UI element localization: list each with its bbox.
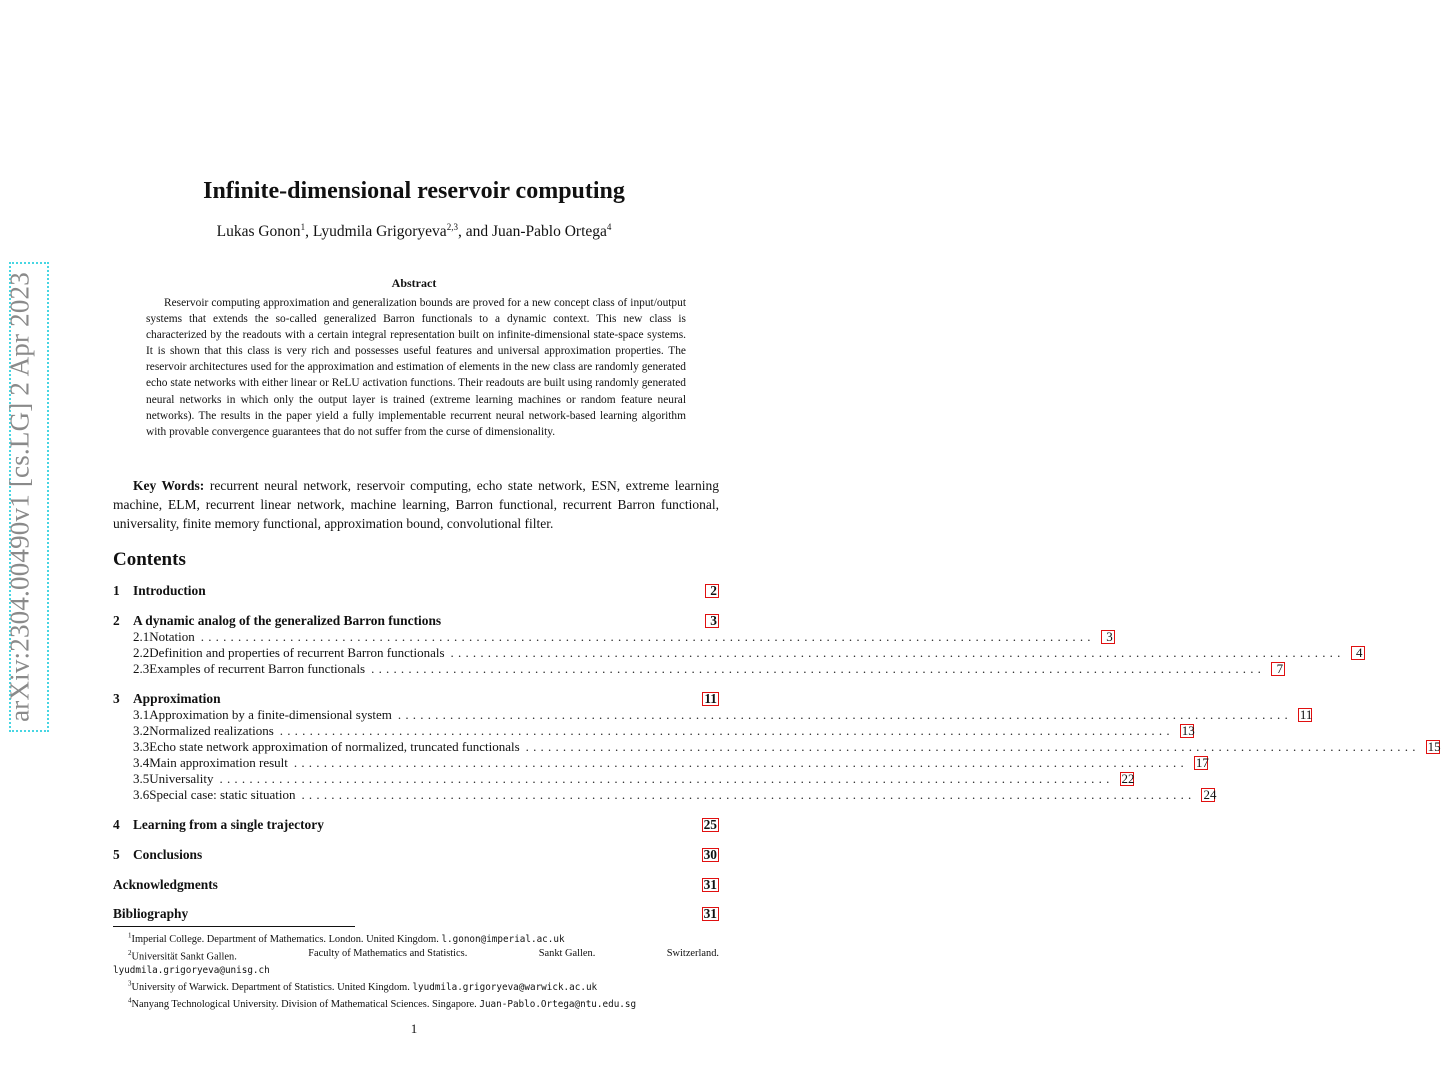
toc-leader-dots: ........................................................................................................................ <box>371 661 1266 676</box>
toc-entry-number: 4 <box>113 817 120 832</box>
toc-entry[interactable] <box>113 583 719 599</box>
keywords-paragraph <box>113 476 719 533</box>
toc-page-link[interactable]: 15 <box>1427 739 1441 754</box>
toc-entry-number: 2.1 <box>133 629 150 644</box>
footnote <box>113 995 719 1012</box>
abstract-text: Reservoir computing approximation and generalization bounds are proved for a new concept class of input/output systems that extends the so-called generalized Barron functionals to a dynamic context. This new class is characterized by the readouts with a certain integral representation built on infinite-dimensional state-space systems. It is shown that this class is very rich and possesses useful features and universal approximation properties. The reservoir architectures used for the approximation and estimation of elements in the new class are randomly generated echo state networks with either linear or ReLU activation functions. Their readouts are built using randomly generated neural networks in which only the output layer is trained (extreme learning machines or random feature neural networks). The results in the paper yield a fully implementable recurrent neural network-based learning algorithm with provable convergence guarantees that do not suffer from the curse of dimensionality. <box>146 297 686 438</box>
toc-entry-label[interactable]: Special case: static situation <box>149 787 296 802</box>
toc-entry-number: 2.2 <box>133 645 150 660</box>
toc-entry[interactable] <box>113 613 719 629</box>
toc-entry-label[interactable]: Examples of recurrent Barron functionals <box>149 661 366 676</box>
toc-entry[interactable] <box>113 707 1313 723</box>
author-name: Lukas Gonon <box>216 223 301 241</box>
toc-entry[interactable] <box>113 629 1113 645</box>
footnote-email[interactable]: Juan-Pablo.Ortega@ntu.edu.sg <box>479 999 637 1011</box>
footnote <box>113 930 719 947</box>
toc-page-link[interactable]: 30 <box>703 847 717 862</box>
toc-page-link[interactable]: 24 <box>1203 787 1217 802</box>
footnote-email[interactable]: lyudmila.grigoryeva@unisg.ch <box>113 965 270 977</box>
author-affiliation-mark[interactable]: 2,3 <box>446 222 458 232</box>
toc-entry-number: 3 <box>113 691 120 706</box>
toc-page-link[interactable]: 22 <box>1121 771 1135 786</box>
toc-page-link[interactable]: 4 <box>1351 646 1365 660</box>
author-separator: , <box>305 223 313 241</box>
toc-page-link[interactable]: 13 <box>1181 723 1195 738</box>
toc-entry[interactable] <box>113 755 1209 771</box>
toc-entry-label[interactable]: Approximation <box>133 691 221 706</box>
author-affiliation-mark[interactable]: 1 <box>300 222 306 232</box>
toc-entry-label[interactable]: Acknowledgments <box>113 877 218 892</box>
footnote-text: Imperial College. Department of Mathematics. London. United Kingdom. <box>131 934 439 946</box>
toc-leader-dots: ........................................................................................................................ <box>279 723 1174 738</box>
toc-entry-number: 3.2 <box>133 723 150 738</box>
toc-page-link[interactable]: 17 <box>1195 755 1209 770</box>
toc-entry[interactable] <box>113 847 719 863</box>
footnote-text: Switzerland. <box>666 948 719 960</box>
toc-leader-dots: ........................................................................................................................ <box>200 629 1095 644</box>
contents-heading: Contents <box>113 549 186 570</box>
toc-page-link[interactable]: 31 <box>703 877 717 892</box>
toc-entry-label[interactable]: Notation <box>149 629 195 644</box>
toc-entry[interactable] <box>113 723 1195 739</box>
toc-entry-label[interactable]: Main approximation result <box>149 755 288 770</box>
toc-page-link[interactable]: 3 <box>1101 630 1115 644</box>
toc-entry-label[interactable]: Bibliography <box>113 906 189 921</box>
author-name: Lyudmila Grigoryeva <box>312 223 447 241</box>
keywords-label: Key Words: <box>133 478 205 493</box>
toc-entry[interactable] <box>113 877 719 893</box>
toc-entry-label[interactable]: Definition and properties of recurrent Barron functionals <box>149 645 445 660</box>
footnote-email[interactable]: l.gonon@imperial.ac.uk <box>441 934 565 946</box>
toc-entry-label[interactable]: Universality <box>149 771 214 786</box>
toc-entry-number: 3.5 <box>133 771 150 786</box>
toc-leader-dots: ........................................................................................................................ <box>397 707 1292 722</box>
footnote-text: Sankt Gallen. <box>538 948 596 960</box>
footnote-text: Nanyang Technological University. Division of Mathematical Sciences. Singapore. <box>131 999 477 1011</box>
toc-page-link[interactable]: 11 <box>704 691 717 706</box>
footnote-mark: 3 <box>128 979 132 988</box>
toc-leader-dots: ........................................................................................................................ <box>525 739 1420 754</box>
toc-entry[interactable] <box>113 739 1441 755</box>
toc-leader-dots: ........................................................................................................................ <box>450 645 1345 660</box>
author-name: Juan-Pablo Ortega <box>491 223 607 241</box>
toc-entry-label[interactable]: Learning from a single trajectory <box>133 817 324 832</box>
paper-title: Infinite-dimensional reservoir computing <box>203 178 625 204</box>
toc-page-link[interactable]: 3 <box>705 614 719 628</box>
footnote <box>113 947 719 978</box>
toc-entry[interactable] <box>113 787 1217 803</box>
page-number: 1 <box>410 1021 418 1036</box>
toc-entry[interactable] <box>113 661 1284 677</box>
footnote-text: Universität Sankt Gallen. <box>131 951 237 963</box>
author-list <box>0 222 828 241</box>
toc-entry-number: 3.4 <box>133 755 150 770</box>
toc-entry-label[interactable]: Introduction <box>133 583 206 598</box>
toc-entry-number: 3.1 <box>133 707 150 722</box>
footnote-mark: 2 <box>128 949 132 958</box>
toc-entry-label[interactable]: Conclusions <box>133 847 203 862</box>
toc-leader-dots: ........................................................................................................................ <box>293 755 1188 770</box>
toc-page-link[interactable]: 31 <box>703 906 717 921</box>
toc-entry[interactable] <box>113 691 719 707</box>
footnote-rule <box>113 926 355 927</box>
toc-page-link[interactable]: 7 <box>1271 662 1285 676</box>
toc-page-link[interactable]: 25 <box>703 817 717 832</box>
toc-leader-dots: ........................................................................................................................ <box>219 771 1114 786</box>
footnote-mark: 1 <box>128 932 132 940</box>
toc-entry-number: 5 <box>113 847 120 862</box>
toc-entry-number: 1 <box>113 583 120 598</box>
toc-entry-label[interactable]: Approximation by a finite-dimensional system <box>149 707 392 722</box>
keywords-text: recurrent neural network, reservoir computing, echo state network, ESN, extreme learning machine, ELM, recurrent linear network, machine learning, Barron functional, recurrent Barron functional, universality, finite memory functional, approximation bound, convolutional filter. <box>113 478 719 531</box>
footnote-text: University of Warwick. Department of Statistics. United Kingdom. <box>131 982 410 994</box>
toc-entry-number: 2.3 <box>133 661 150 676</box>
toc-entry-label[interactable]: Normalized realizations <box>149 723 274 738</box>
toc-entry[interactable] <box>113 771 1135 787</box>
toc-entry[interactable] <box>113 906 719 922</box>
toc-entry[interactable] <box>113 645 1363 661</box>
arxiv-stamp[interactable]: arXiv:2304.00490v1 [cs.LG] 2 Apr 2023 <box>4 272 35 722</box>
footnotes <box>113 930 719 1012</box>
toc-leader-dots: ........................................................................................................................ <box>301 787 1196 802</box>
toc-page-link[interactable]: 2 <box>705 584 719 598</box>
footnote <box>113 978 719 995</box>
toc-entry-number: 2 <box>113 613 120 628</box>
toc-entry[interactable] <box>113 817 719 833</box>
author-affiliation-mark[interactable]: 4 <box>606 222 612 232</box>
toc-page-link[interactable]: 11 <box>1299 707 1313 722</box>
footnote-mark: 4 <box>128 996 132 1005</box>
toc-entry-number: 3.3 <box>133 739 150 754</box>
toc-entry-label[interactable]: A dynamic analog of the generalized Barron functions <box>133 613 442 628</box>
footnote-email[interactable]: lyudmila.grigoryeva@warwick.ac.uk <box>412 982 598 994</box>
author-separator: , and <box>457 223 492 241</box>
abstract-heading: Abstract <box>391 276 437 290</box>
toc-entry-number: 3.6 <box>133 787 150 802</box>
toc-entry-label[interactable]: Echo state network approximation of normalized, truncated functionals <box>149 739 520 754</box>
footnote-text: Faculty of Mathematics and Statistics. <box>308 948 468 960</box>
